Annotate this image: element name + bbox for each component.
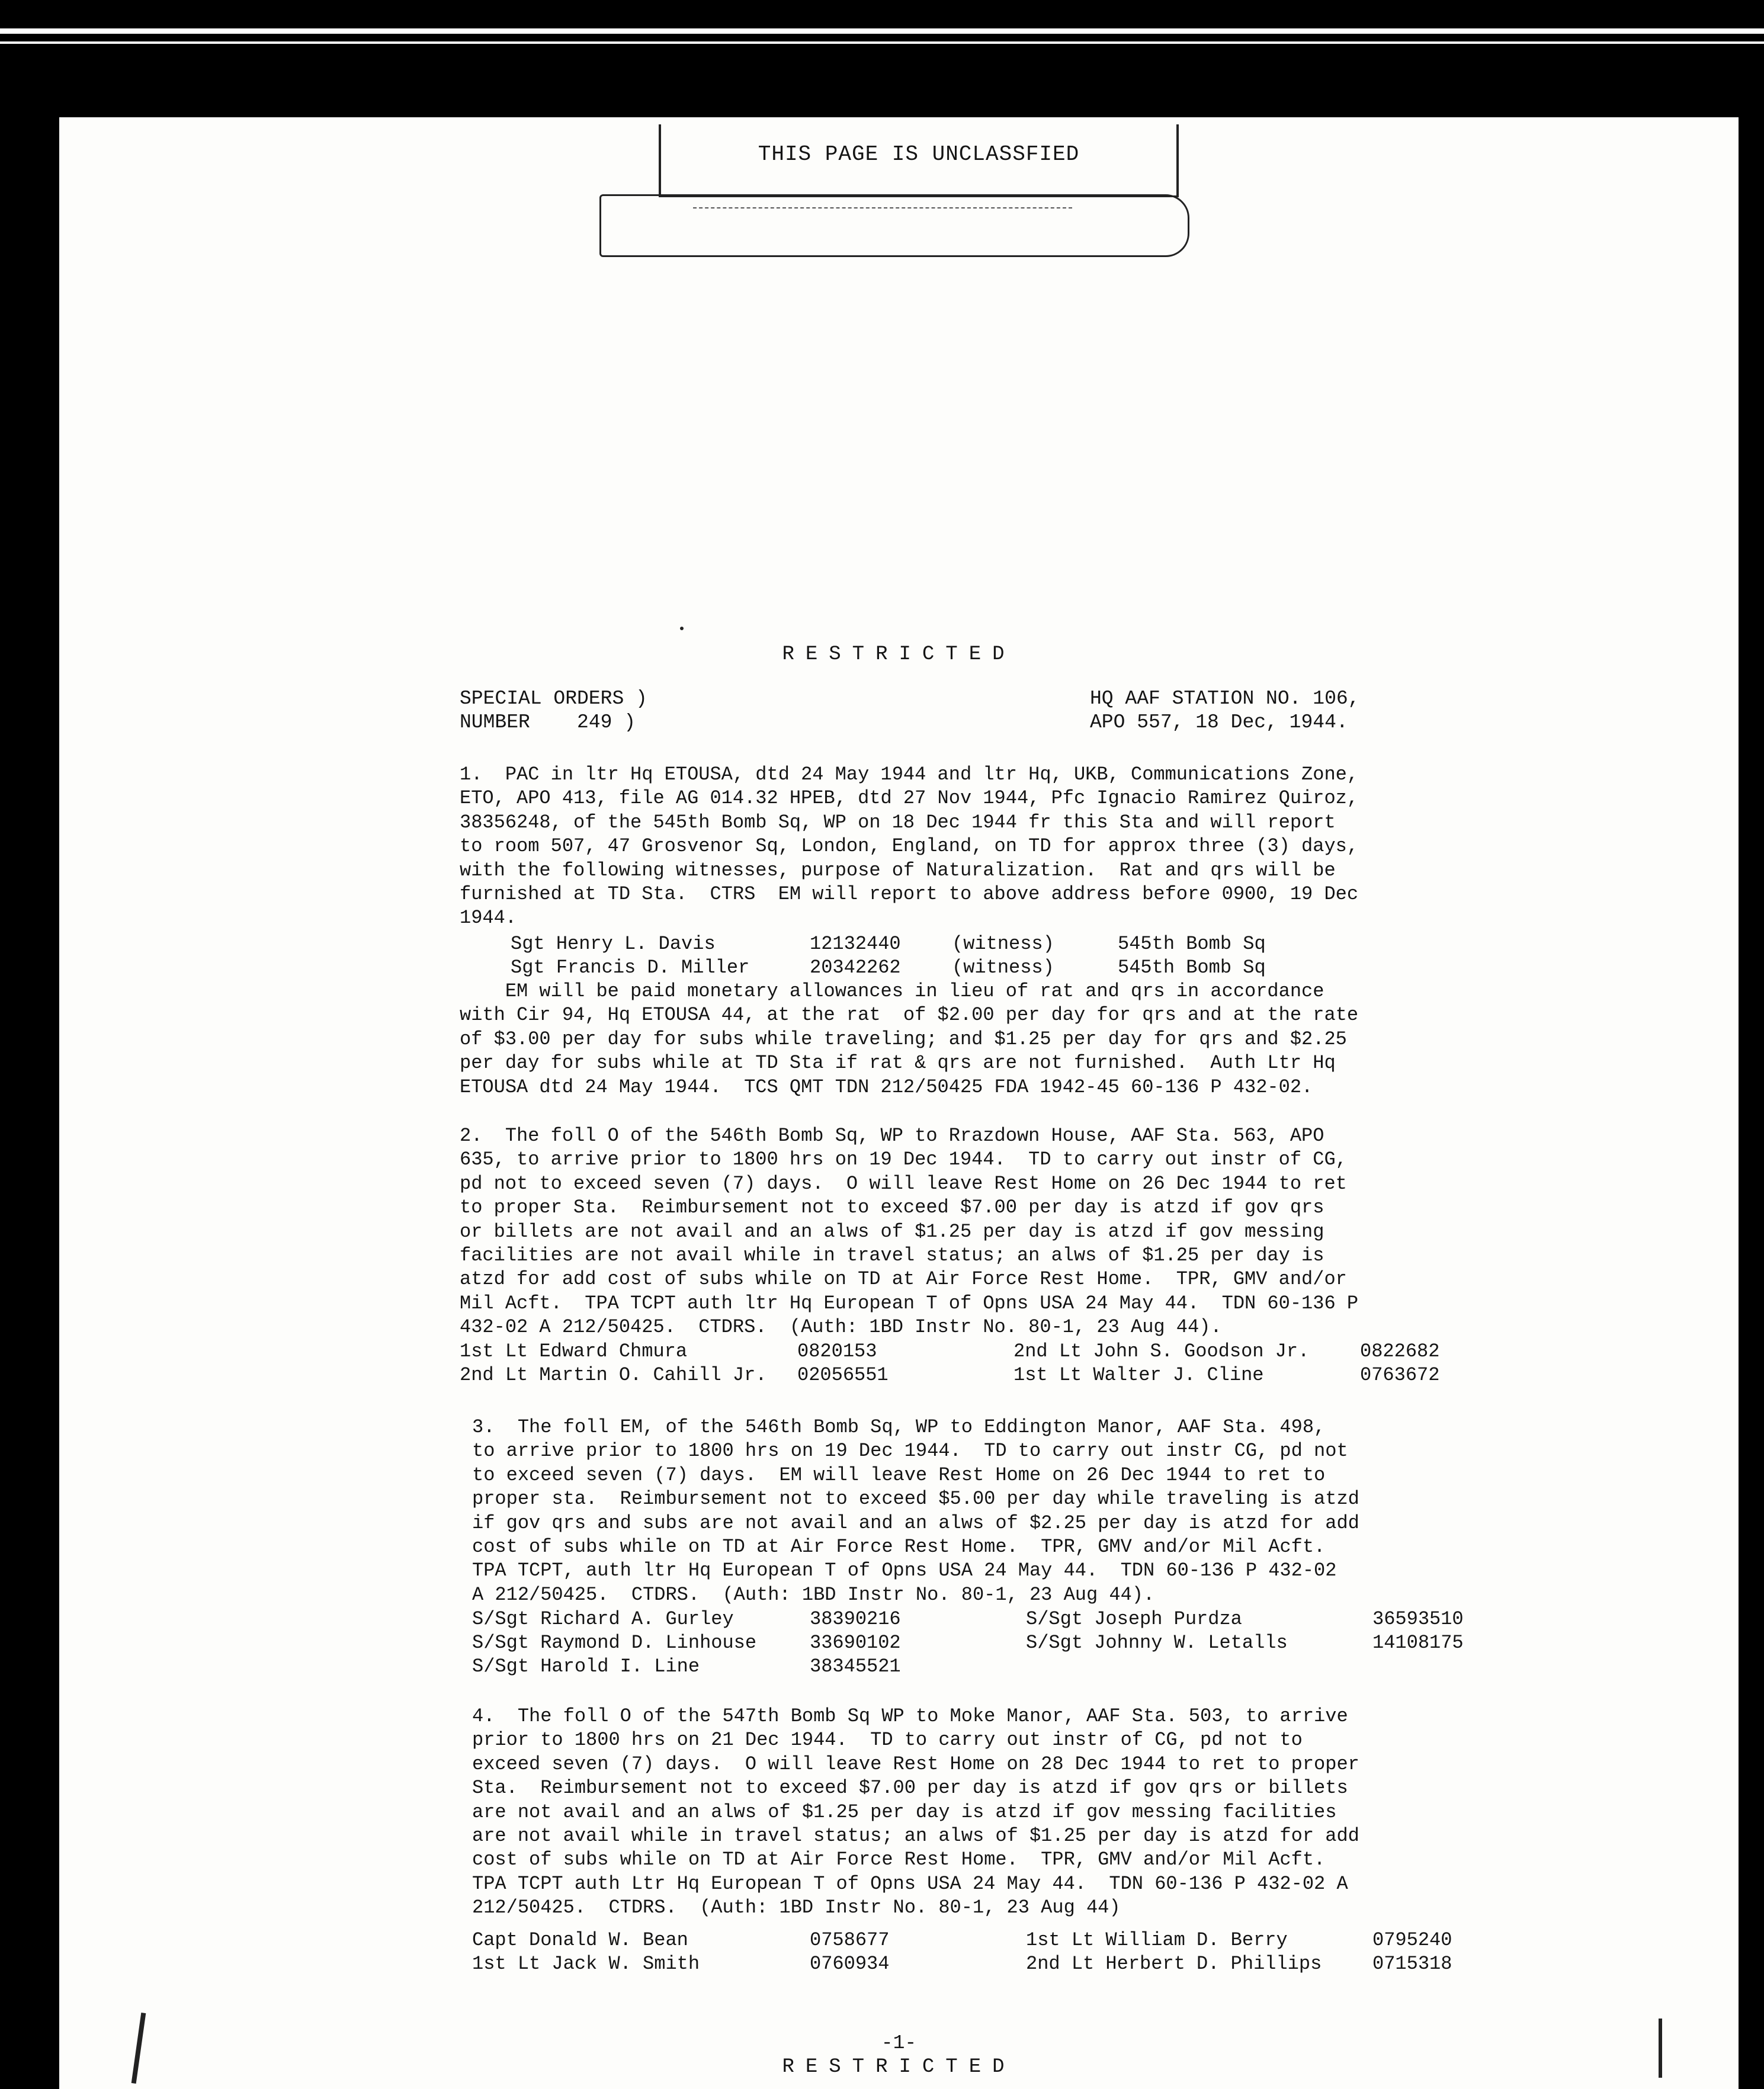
witness-role: (witness) xyxy=(952,957,1054,978)
officer-serial: 02056551 xyxy=(797,1364,889,1386)
officer-name: 1st Lt Edward Chmura xyxy=(460,1340,688,1362)
enlisted-roster-3 xyxy=(472,1607,1491,1679)
officer-name: 1st Lt William D. Berry xyxy=(1026,1929,1288,1951)
officer-name: 1st Lt Jack W. Smith xyxy=(472,1953,700,1975)
classification-footer: RESTRICTED xyxy=(782,2056,1016,2078)
order-header-right xyxy=(1090,687,1359,734)
officer-roster-4 xyxy=(472,1928,1491,1976)
officer-serial: 0795240 xyxy=(1372,1929,1452,1951)
officer-serial: 0760934 xyxy=(810,1953,890,1975)
enlisted-serial: 36593510 xyxy=(1372,1608,1464,1630)
page-number: -1- xyxy=(881,2032,917,2054)
scan-speck xyxy=(680,627,684,630)
officer-serial: 0758677 xyxy=(810,1929,890,1951)
table-row xyxy=(460,1363,1478,1387)
officer-name: 2nd Lt Martin O. Cahill Jr. xyxy=(460,1364,767,1386)
enlisted-name xyxy=(1026,1655,1372,1679)
officer-serial: 0822682 xyxy=(1360,1340,1440,1362)
scan-mark xyxy=(1659,2019,1662,2078)
stamp-fold xyxy=(599,194,1189,257)
table-row xyxy=(472,1655,1491,1679)
officer-name: 2nd Lt John S. Goodson Jr. xyxy=(1014,1340,1310,1362)
officer-roster-2 xyxy=(460,1340,1478,1387)
enlisted-serial: 33690102 xyxy=(810,1632,901,1654)
table-row xyxy=(472,1607,1491,1631)
document-page xyxy=(59,117,1739,2089)
enlisted-name: S/Sgt Raymond D. Linhouse xyxy=(472,1632,757,1654)
classification-heading: RESTRICTED xyxy=(782,643,1016,666)
enlisted-serial: 38345521 xyxy=(810,1655,901,1677)
order-paragraph-1-allowances: EM will be paid monetary allowances in lieu of rat and qrs in accordance with Cir 94, Hq ETOUSA 44, at the rat of $2.00 per day for qrs and at the rate of $3.00 per day for subs while traveling; and $1.25 per day for qrs and $2.25 per day for subs while at TD Sta if rat & qrs are not furnished. Auth Ltr Hq ETOUSA dtd 24 May 1944. TCS QMT TDN 212/50425 FDA 1942-45 60-136 P 432-02. xyxy=(460,980,1359,1098)
order-header-left xyxy=(460,687,647,734)
order-paragraph-2: 2. The foll O of the 546th Bomb Sq, WP to Rrazdown House, AAF Sta. 563, APO 635, to arrive prior to 1800 hrs on 19 Dec 1944. TD to carry out instr of CG, pd not to exceed seven (7) days. O will leave Rest Home on 26 Dec 1944 to ret to proper Sta. Reimbursement not to exceed $7.00 per day is atzd if gov qrs or billets are not avail and an alws of $1.25 per day is atzd if gov messing facilities are not avail while in travel status; an alws of $1.25 per day is atzd for add cost of subs while on TD at Air Force Rest Home. TPR, GMV and/or Mil Acft. TPA TCPT auth ltr Hq European T of Opns USA 24 May 44. TDN 60-136 P 432-02 A 212/50425. CTDRS. (Auth: 1BD Instr No. 80-1, 23 Aug 44). xyxy=(460,1125,1359,1339)
scan-edge-line xyxy=(0,41,1764,44)
enlisted-name: S/Sgt Richard A. Gurley xyxy=(472,1608,734,1630)
scan-edge-line xyxy=(0,28,1764,34)
order-paragraph-1: 1. PAC in ltr Hq ETOUSA, dtd 24 May 1944 and ltr Hq, UKB, Communications Zone, ETO, APO 413, file AG 014.32 HPEB, dtd 27 Nov 1944, Pfc Ignacio Ramirez Quiroz, 38356248, of the 545th Bomb Sq, WP on 18 Dec 1944 fr this Sta and will report to room 507, 47 Grosvenor Sq, London, England, on TD for approx three (3) days, with the following witnesses, purpose of Naturalization. Rat and qrs will be furnished at TD Sta. CTRS EM will report to above address before 0900, 19 Dec 1944. xyxy=(460,763,1359,929)
stamp-scribble xyxy=(693,207,1072,222)
witness-serial: 20342262 xyxy=(810,957,901,978)
witness-unit: 545th Bomb Sq xyxy=(1118,957,1266,978)
order-paragraph-3: 3. The foll EM, of the 546th Bomb Sq, WP to Eddington Manor, AAF Sta. 498, to arrive prior to 1800 hrs on 19 Dec 1944. TD to carry out instr CG, pd not to exceed seven (7) days. EM will leave Rest Home on 26 Dec 1944 to ret to proper sta. Reimbursement not to exceed $5.00 per day while traveling is atzd if gov qrs and subs are not avail and an alws of $2.25 per day is atzd for add cost of subs while on TD at Air Force Rest Home. TPR, GMV and/or Mil Acft. TPA TCPT, auth ltr Hq European T of Opns USA 24 May 44. TDN 60-136 P 432-02 A 212/50425. CTDRS. (Auth: 1BD Instr No. 80-1, 23 Aug 44). xyxy=(472,1416,1359,1606)
witness-role: (witness) xyxy=(952,933,1054,955)
witness-serial: 12132440 xyxy=(810,933,901,955)
table-row xyxy=(472,1928,1491,1952)
witness-name: Sgt Henry L. Davis xyxy=(511,933,716,955)
enlisted-serial: 38390216 xyxy=(810,1608,901,1630)
enlisted-serial: 14108175 xyxy=(1372,1632,1464,1654)
header-line: APO 557, 18 Dec, 1944. xyxy=(1090,711,1348,733)
enlisted-name: S/Sgt Johnny W. Letalls xyxy=(1026,1632,1288,1654)
stamp-text: THIS PAGE IS UNCLASSFIED xyxy=(758,142,1080,166)
officer-serial: 0820153 xyxy=(797,1340,877,1362)
officer-serial: 0763672 xyxy=(1360,1364,1440,1386)
officer-serial: 0715318 xyxy=(1372,1953,1452,1975)
witness-list xyxy=(511,932,1307,980)
header-line: SPECIAL ORDERS ) xyxy=(460,688,647,710)
enlisted-name: S/Sgt Harold I. Line xyxy=(472,1655,700,1677)
header-line: NUMBER 249 ) xyxy=(460,711,636,733)
table-row xyxy=(472,1952,1491,1976)
table-row xyxy=(511,932,1307,956)
enlisted-serial xyxy=(1372,1655,1491,1679)
witness-name: Sgt Francis D. Miller xyxy=(511,957,750,978)
header-line: HQ AAF STATION NO. 106, xyxy=(1090,688,1360,710)
table-row xyxy=(472,1631,1491,1655)
classification-stamp xyxy=(659,124,1179,197)
table-row xyxy=(511,956,1307,980)
officer-name: 1st Lt Walter J. Cline xyxy=(1014,1364,1264,1386)
order-paragraph-4: 4. The foll O of the 547th Bomb Sq WP to Moke Manor, AAF Sta. 503, to arrive prior to 1800 hrs on 21 Dec 1944. TD to carry out instr of CG, pd not to exceed seven (7) days. O will leave Rest Home on 28 Dec 1944 to ret to proper Sta. Reimbursement not to exceed $7.00 per day is atzd if gov qrs or billets are not avail and an alws of $1.25 per day is atzd if gov messing facilities are not avail while in travel status; an alws of $1.25 per day is atzd for add cost of subs while on TD at Air Force Rest Home. TPR, GMV and/or Mil Acft. TPA TCPT auth Ltr Hq European T of Opns USA 24 May 44. TDN 60-136 P 432-02 A 212/50425. CTDRS. (Auth: 1BD Instr No. 80-1, 23 Aug 44) xyxy=(472,1705,1359,1919)
witness-unit: 545th Bomb Sq xyxy=(1118,933,1266,955)
enlisted-name: S/Sgt Joseph Purdza xyxy=(1026,1608,1242,1630)
officer-name: 2nd Lt Herbert D. Phillips xyxy=(1026,1953,1322,1975)
table-row xyxy=(460,1340,1478,1363)
officer-name: Capt Donald W. Bean xyxy=(472,1929,688,1951)
